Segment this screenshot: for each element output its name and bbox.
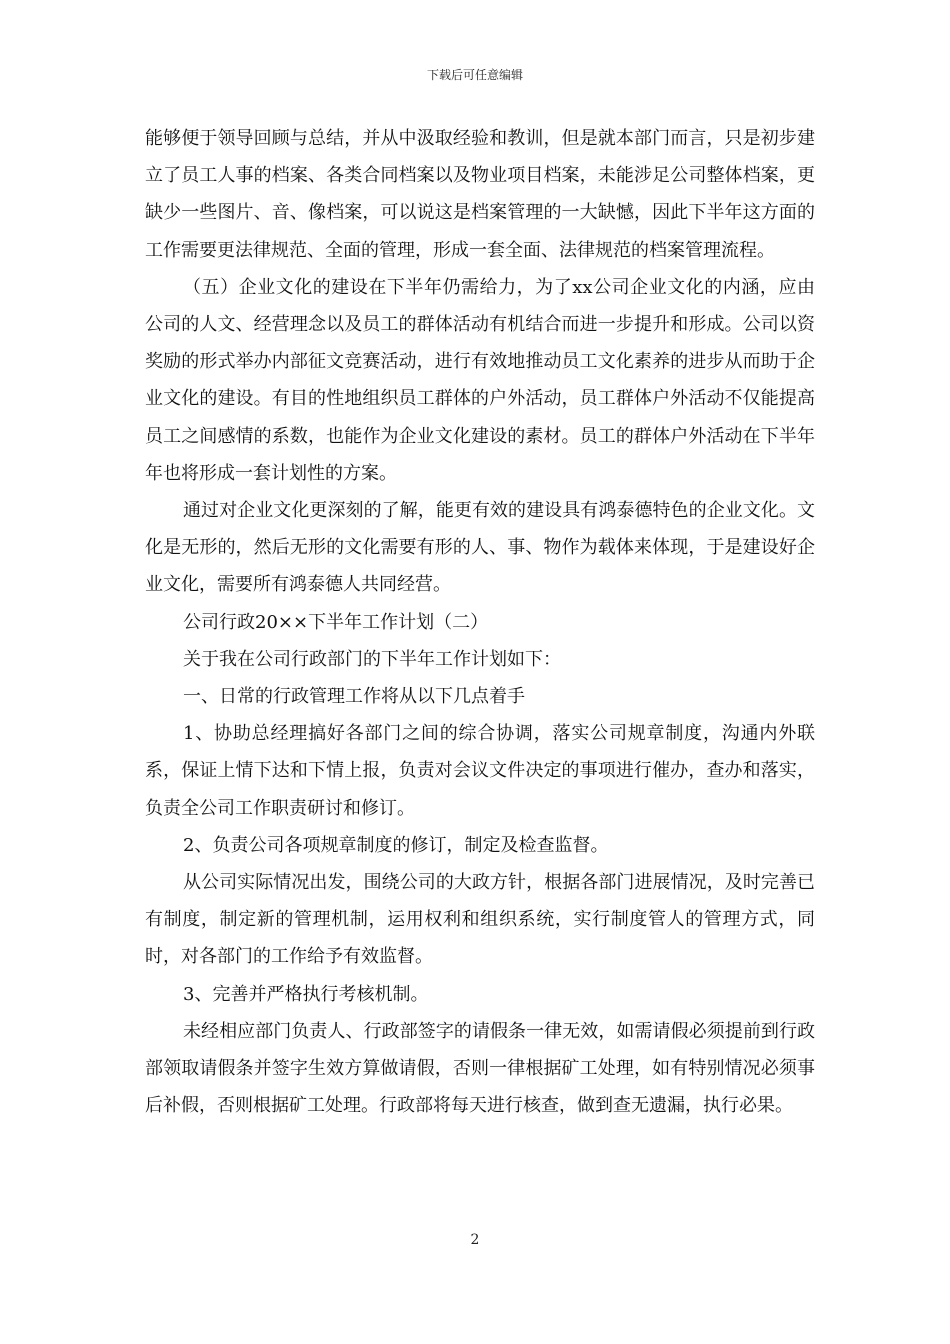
- paragraph-2: （五）企业文化的建设在下半年仍需给力，为了xx公司企业文化的内涵，应由公司的人文、经营理念以及员工的群体活动有机结合而进一步提升和形成。公司以资奖励的形式举办内部征文竞赛活动，进行有效地推动员工文化素养的进步从而助于企业文化的建设。有目的性地组织员工群体的户外活动，员工群体户外活动不仅能提高员工之间感情的系数，也能作为企业文化建设的素材。员工的群体户外活动在下半年年也将形成一套计划性的方案。: [145, 276, 815, 484]
- paragraph-1: 能够便于领导回顾与总结，并从中汲取经验和教训，但是就本部门而言，只是初步建立了员工人事的档案、各类合同档案以及物业项目档案，未能涉足公司整体档案，更缺少一些图片、音、像档案，可以说这是档案管理的一大缺憾，因此下半年这方面的工作需要更法律规范、全面的管理，形成一套全面、法律规范的档案管理流程。: [145, 128, 815, 261]
- item-3: 3、完善并严格执行考核机制。: [183, 983, 429, 1005]
- item-2: 2、负责公司各项规章制度的修订，制定及检查监督。: [183, 834, 609, 856]
- page-header-note: 下载后可任意编辑: [426, 68, 523, 82]
- item-3-detail: 未经相应部门负责人、行政部签字的请假条一律无效，如需请假必须提前到行政部领取请假条并签字生效方算做请假，否则一律根据矿工处理，如有特别情况必须事后补假，否则根据矿工处理。行政部将每天进行核查，做到查无遗漏，执行必果。: [145, 1020, 815, 1117]
- item-2-detail: 从公司实际情况出发，围绕公司的大政方针，根据各部门进展情况，及时完善已有制度，制定新的管理机制，运用权利和组织系统，实行制度管人的管理方式，同时，对各部门的工作给予有效监督。: [145, 872, 815, 968]
- heading-1: 一、日常的行政管理工作将从以下几点着手: [183, 686, 525, 708]
- section-title: 公司行政20××下半年工作计划（二）: [183, 611, 489, 633]
- paragraph-3: 通过对企业文化更深刻的了解，能更有效的建设具有鸿泰德特色的企业文化。文化是无形的，然后无形的文化需要有形的人、事、物作为载体来体现，于是建设好企业文化，需要所有鸿泰德人共同经营。: [145, 500, 815, 596]
- page-number: 2: [470, 1232, 480, 1248]
- document-body: [145, 120, 815, 1124]
- item-1: 1、协助总经理搞好各部门之间的综合协调，落实公司规章制度，沟通内外联系，保证上情下达和下情上报，负责对会议文件决定的事项进行催办，查办和落实，负责全公司工作职责研讨和修订。: [145, 723, 815, 819]
- paragraph-intro: 关于我在公司行政部门的下半年工作计划如下：: [183, 648, 561, 670]
